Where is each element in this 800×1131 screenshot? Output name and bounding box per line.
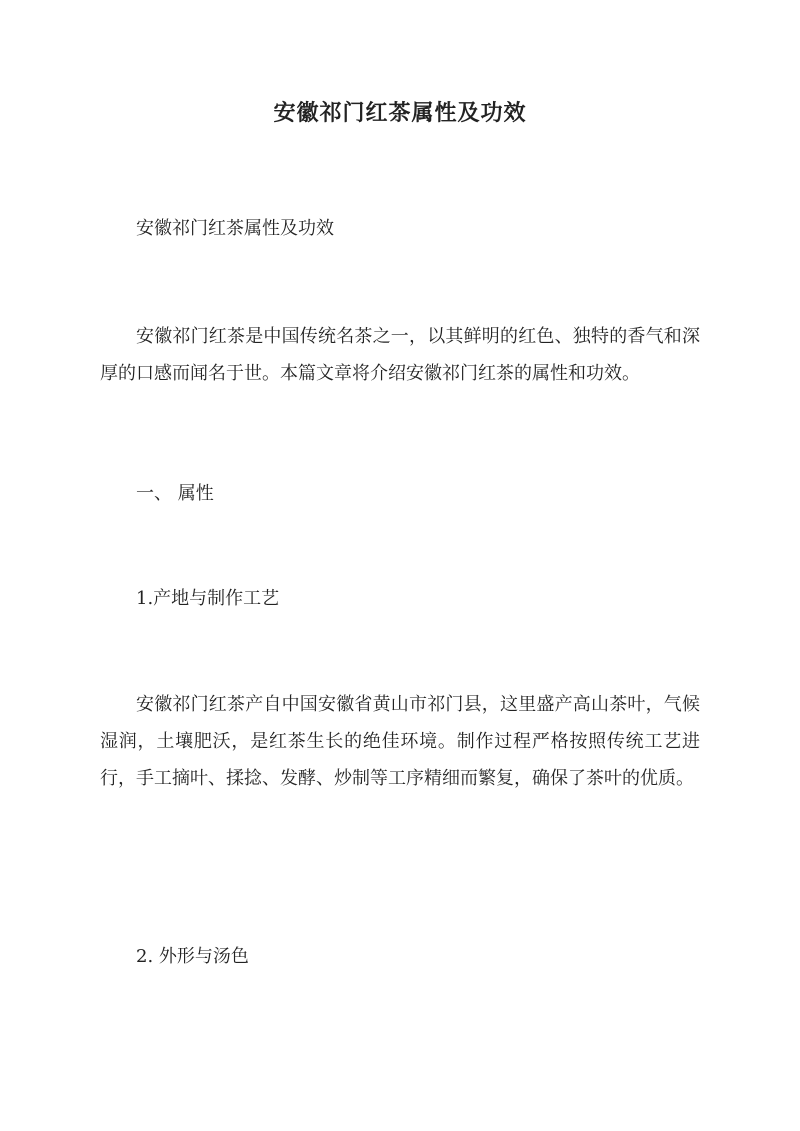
- origin-paragraph: 安徽祁门红茶产自中国安徽省黄山市祁门县，这里盛产高山茶叶，气候湿润，土壤肥沃，是红茶生长的绝佳环境。制作过程严格按照传统工艺进行，手工摘叶、揉捻、发酵、炒制等工序精细而繁复，确保了茶叶的优质。: [100, 694, 700, 789]
- subsection-heading-appearance: 2. 外形与汤色: [136, 946, 249, 967]
- intro-paragraph: 安徽祁门红茶是中国传统名茶之一，以其鲜明的红色、独特的香气和深厚的口感而闻名于世。本篇文章将介绍安徽祁门红茶的属性和功效。: [100, 326, 700, 384]
- document-title: 安徽祁门红茶属性及功效: [273, 100, 527, 126]
- subsection-heading-origin: 1.产地与制作工艺: [136, 588, 280, 609]
- document-subtitle: 安徽祁门红茶属性及功效: [136, 218, 334, 239]
- section-heading-attributes: 一、 属性: [136, 483, 214, 504]
